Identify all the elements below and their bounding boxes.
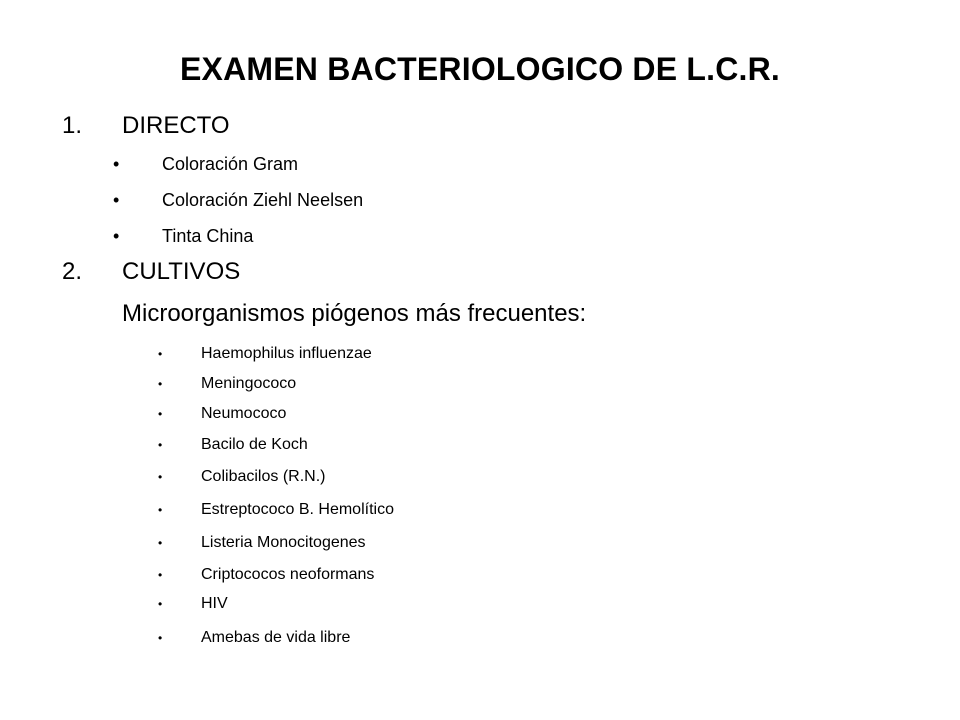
section-number: 2. bbox=[62, 258, 83, 285]
list-item-label: HIV bbox=[201, 595, 228, 612]
list-item-label: Bacilo de Koch bbox=[201, 436, 308, 453]
list-item-microorganism bbox=[158, 593, 228, 615]
list-item-label: Meningococo bbox=[201, 375, 297, 392]
list-item-label: Neumococo bbox=[201, 405, 287, 422]
list-item-label: Coloración Gram bbox=[162, 154, 299, 174]
bullet-icon: • bbox=[158, 536, 163, 550]
list-item-microorganism bbox=[158, 499, 394, 521]
list-item-microorganism bbox=[158, 343, 372, 365]
bullet-icon: • bbox=[113, 226, 120, 246]
bullet-icon: • bbox=[158, 631, 163, 645]
list-item-directo bbox=[113, 224, 253, 248]
list-item-microorganism bbox=[158, 373, 296, 395]
bullet-icon: • bbox=[113, 154, 120, 174]
section-label: CULTIVOS bbox=[122, 258, 241, 285]
slide-title: EXAMEN BACTERIOLOGICO DE L.C.R. bbox=[180, 51, 780, 87]
list-item-microorganism bbox=[158, 564, 374, 586]
list-item-microorganism bbox=[158, 532, 366, 554]
list-item-microorganism bbox=[158, 466, 325, 488]
section-label: DIRECTO bbox=[122, 112, 230, 139]
list-item-label: Haemophilus influenzae bbox=[201, 345, 372, 362]
list-item-directo bbox=[113, 188, 363, 212]
bullet-icon: • bbox=[158, 438, 163, 452]
list-item-microorganism bbox=[158, 434, 308, 456]
bullet-icon: • bbox=[158, 377, 163, 391]
section-subheading: Microorganismos piógenos más frecuentes: bbox=[122, 300, 587, 327]
list-item-microorganism bbox=[158, 403, 286, 425]
bullet-icon: • bbox=[158, 568, 163, 582]
list-item-label: Estreptococo B. Hemolítico bbox=[201, 501, 394, 518]
list-item-label: Tinta China bbox=[162, 226, 254, 246]
list-item-label: Criptococos neoformans bbox=[201, 566, 375, 583]
list-item-directo bbox=[113, 152, 298, 176]
bullet-icon: • bbox=[158, 347, 163, 361]
list-item-label: Coloración Ziehl Neelsen bbox=[162, 190, 364, 210]
list-item-label: Colibacilos (R.N.) bbox=[201, 468, 326, 485]
section-number: 1. bbox=[62, 112, 83, 139]
list-item-microorganism bbox=[158, 627, 350, 649]
bullet-icon: • bbox=[113, 190, 120, 210]
list-item-label: Amebas de vida libre bbox=[201, 629, 351, 646]
bullet-icon: • bbox=[158, 503, 163, 517]
bullet-icon: • bbox=[158, 470, 163, 484]
bullet-icon: • bbox=[158, 407, 163, 421]
bullet-icon: • bbox=[158, 597, 163, 611]
section-cultivos bbox=[62, 257, 240, 287]
list-item-label: Listeria Monocitogenes bbox=[201, 534, 366, 551]
section-directo bbox=[62, 111, 230, 141]
